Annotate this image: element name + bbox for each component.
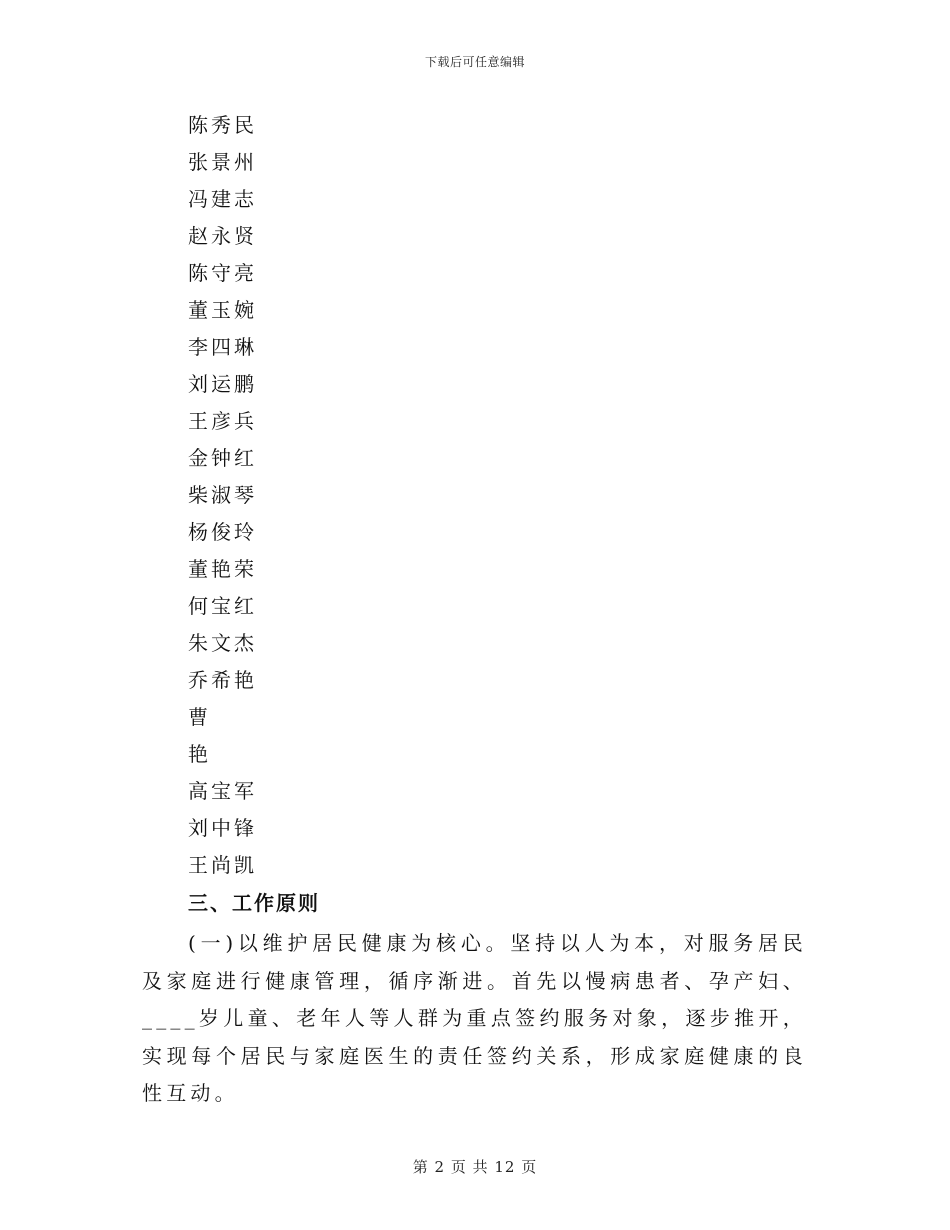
name-item: 李四琳: [188, 335, 257, 359]
name-item: 朱文杰: [188, 631, 257, 655]
name-item: 董艳荣: [188, 557, 257, 581]
name-item: 陈守亮: [188, 261, 257, 285]
name-item: 艳: [188, 742, 211, 766]
name-item: 乔希艳: [188, 668, 257, 692]
header-note: 下载后可任意编辑: [424, 55, 525, 69]
name-item: 何宝红: [188, 594, 257, 618]
principle-paragraph: (一)以维护居民健康为核心。坚持以人为本，对服务居民及家庭进行健康管理，循序渐进。首先以慢病患者、孕产妇、____岁儿童、老年人等人群为重点签约服务对象，逐步推开，实现每个居民与家庭医生的责任签约关系，形成家庭健康的良性互动。: [142, 931, 807, 1105]
name-item: 王尚凯: [188, 853, 257, 877]
name-item: 柴淑琴: [188, 483, 257, 507]
name-list: [188, 107, 257, 884]
name-item: 王彦兵: [188, 409, 257, 433]
name-item: 刘运鹏: [188, 372, 257, 396]
name-item: 冯建志: [188, 187, 257, 211]
name-item: 张景州: [188, 150, 257, 174]
name-item: 赵永贤: [188, 224, 257, 248]
section-heading: 三、工作原则: [188, 891, 320, 915]
page-number: 第 2 页 共 12 页: [412, 1158, 538, 1176]
name-item: 高宝军: [188, 779, 257, 803]
name-item: 刘中锋: [188, 816, 257, 840]
name-item: 曹: [188, 705, 211, 729]
name-item: 陈秀民: [188, 113, 257, 137]
name-item: 金钟红: [188, 446, 257, 470]
name-item: 董玉婉: [188, 298, 257, 322]
name-item: 杨俊玲: [188, 520, 257, 544]
